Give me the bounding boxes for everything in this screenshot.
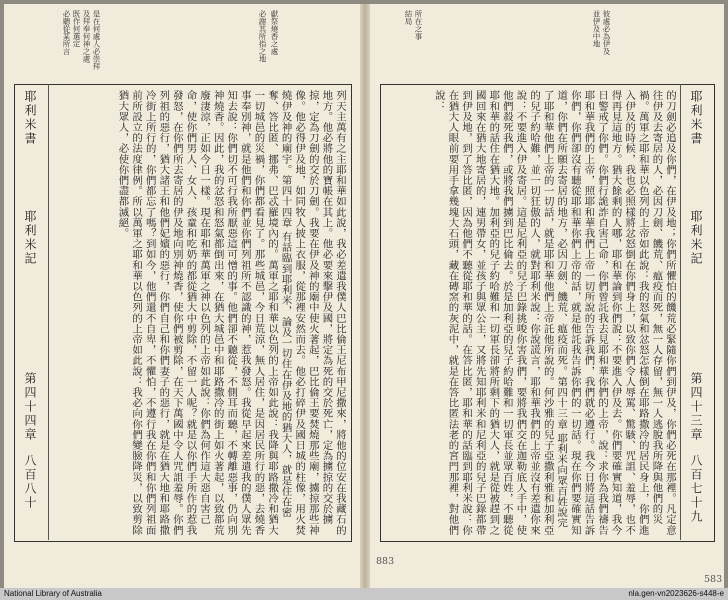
- left-annotation-4: 必聽從某所言: [62, 10, 71, 55]
- left-annotation-6: 必謝其所指之地: [258, 10, 267, 63]
- right-annotation-1: 彼處必為伊及: [602, 10, 611, 55]
- left-annotation-1: 是在何處人必崇拜: [92, 10, 101, 70]
- left-page-number: 八百八十: [23, 454, 37, 510]
- left-annotation-2: 及拜奉何神之處: [82, 10, 91, 63]
- right-book-title: 耶利米書: [689, 90, 703, 146]
- right-header-divider: [680, 84, 681, 540]
- left-book-title: 耶利米書: [23, 90, 37, 146]
- right-annotation-2: 並伊及中地: [592, 10, 601, 48]
- right-page-number: 八百七十九: [689, 454, 703, 524]
- right-running-title: 耶利米記: [689, 210, 703, 266]
- book-spread: [4, 4, 724, 588]
- footer-bar: [0, 588, 728, 600]
- left-header-divider: [48, 84, 49, 540]
- footer-source-label: National Library of Australia: [4, 589, 102, 598]
- left-annotation-3: 既作何選定: [72, 10, 81, 48]
- left-page: [4, 4, 360, 588]
- footer-identifier: nla.gen-vn2023626-s448-e: [628, 589, 724, 598]
- right-annotation-3: 所在之事: [414, 10, 423, 40]
- left-chapter-label: 第四十四章: [23, 372, 37, 442]
- center-handwritten-mark: 883: [376, 556, 395, 567]
- right-body-text: 的刀劍必追及你們，在伊及地；你們所懼怕的饑荒必緊隨你們到伊及，你們必死在那裡。凡定意往伊及去寄居的人，必因刀劍、饑荒、瘟疫而死，無一人存留，無一人逃脫我所降與他們的災禍。萬軍之耶和華以色列的上帝如此說：我的怒氣和忿怒怎樣倒在耶路撒冷的居民身上，你們進入伊及的時候，我也必照樣將忿怒倒在你們身上，以致你們令人辱罵、驚駭、咒詛、羞辱，也不得再見這地方。猶大餘剩的人哪，耶和華論到你們說：不要進入伊及去。你們要確實知道，我今日警戒了你們。你們行詭詐自害己命，你們曾託我去見耶和華你們的上帝，說：求你為我們禱告耶和華我們的上帝，照耶和華我們上帝一切所說的告訴我們，我們就必遵行。我今日將這話告訴你們，你們卻沒有聽從耶和華你們上帝的話，就是他託我告訴你們的一切話。現在你們要確實知道，你們在所願去寄居的地方，必因刀劍、饑荒、瘟疫而死。第四十三章 耶利米向眾百姓說完了耶和華他們上帝的一切話，就是耶和華他們上帝託他所說的。何沙雅的兒子亞撒利雅和加利亞的兒子約哈難，並一切狂傲的人，就對耶利米說：你說謊言，耶和華我們的上帝並沒有差遣你來說：不要進入伊及寄居。這是尼利亞的兒子巴錄挑唆你害我們，要將我們交在迦勒底人手中，使他們殺死我們，或將我們擄到巴比倫去。於是加利亞的兒子約哈難和一切軍長並眾百姓，不聽從耶和華的話住在猶大地。加利亞的兒子約哈難和一切軍長卻將所剩下的猶大人，就是從被趕到之國回來在猶大地寄居的，連男帶女，並孩子與眾公主，又將先知耶利米和尼利亞的兒子巴錄都帶到伊及地，到了答比匿，因為他們不聽從耶和華的話。在答比匿，耶和華的話臨到耶利米說：你在猶大人眼前要用手拿幾塊大石頭，藏在磚窯的灰泥中，就是在答比匿法老的宮門那裡，對他們說：: [432, 90, 676, 536]
- right-annotation-4: 結局: [404, 10, 413, 25]
- right-page: [370, 4, 724, 588]
- corner-handwritten-mark: 583: [704, 574, 723, 585]
- left-running-title: 耶利米記: [23, 210, 37, 266]
- right-chapter-label: 第四十三章: [689, 372, 703, 442]
- page-gutter: [360, 4, 370, 588]
- left-body-text: 列天主萬有之主耶和華如此說，我必差遣我僕人巴比倫王尼布甲尼撒來，將他的位安在我藏石的地方。他必將他的寶帳在其上。他必要來擊伊及國，將定為死的交於死亡，定為擄掠的交於擄掠，定為刀劍的交於刀劍。我要在伊及神的廟中使火著起，巴比倫王要焚燒那些廟，擄掠那些神像。他必得伊及地，如同牧人披上衣服，從那裡安然而去。他必打碎伊及國日城的柱像，用火焚燒伊及神的廟宇。第四十四章 有話臨到耶利米，論及一切住在伊及地的猶大人，就是住在密奪、答比匿、挪弗、巴忒羅境內的。萬軍之耶和華以色列的上帝如此說：我降與耶路撒冷和猶大一切城邑的災禍，你們都看見了。那些城邑，今日荒涼，無人居住，是因居民所行的惡，去燒香事奉別神，就是他們和你們並你們列祖所不認識的神，惹我發怒。我從早起來差遣我的僕人眾先知去說：你們切不可行我所厭惡這可憎的事。他們卻不聽從，不側耳而聽，不轉離惡事，仍向別神燒香。因此，我的忿怒和怒氣都倒出來，在猶大城邑中和耶路撒冷的街上如火著起，以致都荒廢淒涼，正如今日一樣。現在耶和華萬軍之神以色列的上帝如此說：你們為何作這大惡自害己命，使你們男人、女人、孩童和吃奶的都從猶大中剪除，不留一人呢？就是以你們手所作的惹我發怒，在你們所去寄居的伊及地向別神燒香，使你們被剪除，在天下萬國中令人咒詛羞辱。你們列祖的惡行，猶大諸王和他們妃嬪的惡行，你們自己和你們妻子的惡行，就是在猶大地和耶路撒冷街上所行的，你們都忘了嗎？到如今，他們還不自卑，不懼怕，不遵行我在你們和你們列祖面前所設立的法度律例。所以萬軍之耶和華以色列的上帝如此說：我必向你們變臉降災，以致剪除猶大眾人，必使你們盡都滅絕。: [116, 90, 346, 536]
- left-annotation-5: 獻祭燒香之處: [270, 10, 279, 55]
